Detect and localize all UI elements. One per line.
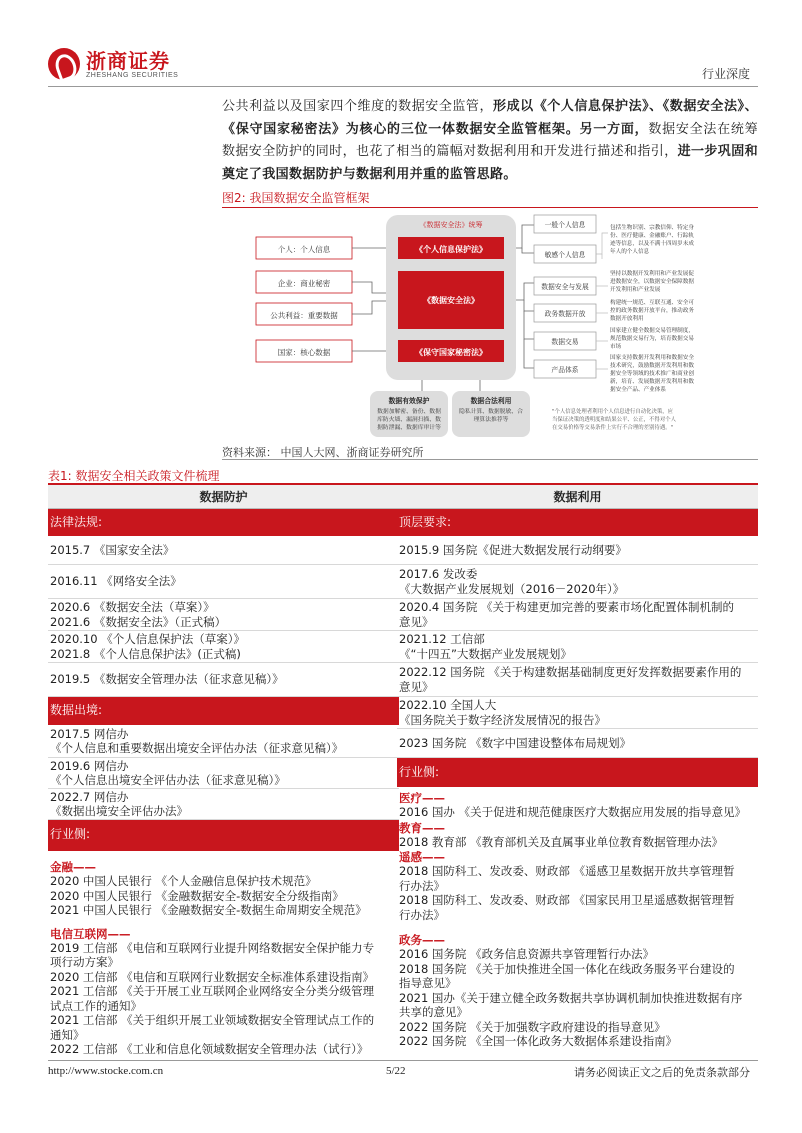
- note-4-line-1: 技术研究，鼓励数据开发利用和数: [610, 363, 694, 369]
- table-row: 2022.12 国务院 《关于构建数据基础制度更好发挥数据要素作用的 意见》: [397, 663, 758, 697]
- group-telecom-title: 电信互联网——: [50, 926, 131, 941]
- bottom-use-line-1: 理算法推荐等: [473, 417, 509, 423]
- list-item: 2021 国办《关于建立健全政务数据共享协调机制加快推进数据有序: [399, 990, 743, 1005]
- page-header: [48, 48, 758, 90]
- page-number: 5/22: [386, 1065, 406, 1077]
- figure-source: 资料来源： 中国人大网、浙商证券研究所: [222, 446, 424, 459]
- bottom-protect-line-1: 库防火墙、漏洞扫描、数: [377, 417, 441, 423]
- list-item: 2021 中国人民银行 《金融数据安全-数据生命周期安全规范》: [50, 903, 367, 917]
- note-4-line-2: 据安全等领域的技术推广和商业创: [610, 371, 694, 377]
- list-item: 指导意见》: [399, 976, 457, 990]
- list-item: 2018 国务院 《关于加快推进全国一体化在线政务服务平台建设的: [399, 961, 735, 976]
- list-item: 共享的意见》: [399, 1005, 468, 1019]
- footnote-line-1: 当保证决策的透明度和结果公平、公正，不得对个人: [552, 417, 676, 423]
- right-section-industry: 行业侧:: [397, 758, 758, 787]
- para-bold-3: 进一步巩固和奠定了我国数据防护与数据利用并重的监管思路。: [222, 144, 759, 182]
- table-row: 2020.6 《数据安全法（草案）》 2021.6 《数据安全法》（正式稿）: [48, 599, 399, 631]
- table-row: 2019.5 《数据安全管理办法（征求意见稿）》: [48, 663, 399, 697]
- list-item: 2020 中国人民银行 《金融数据安全-数据安全分级指南》: [50, 888, 344, 903]
- brand-name-cn: 浙商证券: [86, 48, 170, 73]
- list-item: 2021 工信部 《关于开展工业互联网企业网络安全分类分级管理: [50, 984, 375, 998]
- table-row: 2015.7 《国家安全法》: [48, 536, 399, 565]
- table-row: 2017.5 网信办 《个人信息和重要数据出境安全评估办法（征求意见稿）》: [48, 725, 399, 758]
- note-2-line-2: 数据开放利用: [610, 316, 644, 322]
- table-row: 2016.11 《网络安全法》: [48, 565, 399, 599]
- note-1-line-0: 坚持以数据开发利用和产业发展促: [610, 271, 694, 277]
- table-row: 2022.10 全国人大 《国务院关于数字经济发展情况的报告》: [397, 697, 758, 729]
- list-item: 2022 国务院 《关于加强数字政府建设的指导意见》: [399, 1019, 666, 1034]
- right-mid-4: 数据交易: [551, 338, 579, 346]
- bottom-protect-line-0: 数据加解密、备份、数据: [377, 409, 441, 415]
- table-row: 2022.7 网信办 《数据出境安全评估办法》: [48, 789, 399, 820]
- para-bold-1: 形成以《个人信息保护法》、《数据安全法》、《保守国家秘密法》为核心的三位一体数据安全监管框架。: [222, 99, 758, 137]
- bottom-protect-line-2: 据防泄漏、数据库审计等: [377, 425, 441, 431]
- bottom-protect-title: 数据有效保护: [388, 397, 430, 405]
- note-3-line-1: 规范数据交易行为，培育数据交易: [610, 336, 694, 342]
- table-row: 2019.6 网信办 《个人信息出境安全评估办法（征求意见稿）》: [48, 758, 399, 789]
- list-item: 2020 工信部 《电信和互联网行业数据安全标准体系建设指南》: [50, 969, 375, 984]
- note-0-line-2: 迹等信息，以及不满十四周岁未成: [610, 241, 694, 247]
- note-3-line-0: 国家建立健全数据交易管理制度，: [610, 328, 694, 334]
- list-item: 2018 教育部 《教育部机关及直属事业单位教育数据管理办法》: [399, 834, 724, 849]
- left-column-header: 数据防护: [48, 485, 399, 509]
- right-mid-boxes: [534, 215, 596, 378]
- right-mid-3: 政务数据开放: [544, 310, 586, 318]
- bottom-use-title: 数据合法利用: [470, 397, 512, 405]
- note-3-line-2: 市场: [610, 344, 622, 350]
- para-bold-2: 另一方面，: [579, 121, 649, 137]
- bottom-use-line-0: 隐私计算、数据脱敏、合: [459, 409, 523, 415]
- brand-name-en: ZHESHANG SECURITIES: [86, 71, 179, 79]
- note-1-line-2: 开发利用和产业发展: [610, 287, 661, 293]
- note-4-line-0: 国家支持数据开发利用和数据安全: [610, 355, 694, 361]
- list-item: 2018 国防科工、发改委、财政部 《遥感卫星数据开放共享管理暂: [399, 864, 735, 878]
- group-medical-title: 医疗——: [399, 791, 445, 805]
- figure-title-divider: [222, 207, 758, 208]
- right-section-toplevel: 顶层要求:: [397, 509, 758, 536]
- logo-icon: [48, 48, 80, 80]
- note-2-line-1: 控的政务数据开放平台，推动政务: [610, 308, 694, 314]
- group-government-title: 政务——: [399, 933, 445, 947]
- center-top-label: 《数据安全法》统筹: [419, 221, 483, 229]
- table-left-column: [48, 485, 399, 1057]
- brand-logo: [48, 48, 178, 80]
- list-item: 2020 中国人民银行 《个人金融信息保护技术规范》: [50, 874, 317, 888]
- table-row: 2015.9 国务院《促进大数据发展行动纲要》: [397, 536, 758, 565]
- left-section-laws: 法律法规:: [48, 509, 399, 536]
- right-mid-5: 产品体系: [551, 366, 579, 374]
- table-row: 2023 国务院 《数字中国建设整体布局规划》: [397, 729, 758, 758]
- left-box-3: 国家：核心数据: [277, 348, 331, 357]
- left-box-0: 个人：个人信息: [277, 245, 331, 254]
- table-title: 表1: 数据安全相关政策文件梳理: [48, 469, 220, 483]
- table-row: 2017.6 发改委 《大数据产业发展规划（2016－2020年）》: [397, 565, 758, 599]
- figure-title: 图2: 我国数据安全监管框架: [222, 191, 370, 205]
- group-finance-title: 金融——: [50, 860, 96, 874]
- right-mid-2: 数据安全与发展: [541, 283, 589, 291]
- group-education-title: 教育——: [399, 820, 445, 835]
- center-box-0-label: 《个人信息保护法》: [415, 245, 487, 254]
- list-item: 通知》: [50, 1027, 85, 1042]
- right-notes: [610, 223, 694, 393]
- list-item: 2021 工信部 《关于组织开展工业领域数据安全管理试点工作的: [50, 1013, 375, 1027]
- figure-source-divider: [222, 459, 758, 460]
- note-1-line-1: 进数据安全，以数据安全保障数据: [610, 279, 694, 285]
- note-4-line-3: 新，培育、发展数据开发利用和数: [610, 379, 694, 385]
- list-item: 行办法》: [399, 878, 445, 893]
- diagram-footnote: [552, 407, 677, 431]
- footer-disclaimer: 请务必阅读正文之后的免责条款部分: [574, 1066, 750, 1079]
- list-item: 2019 工信部 《电信和互联网行业提升网络数据安全保护能力专: [50, 940, 375, 955]
- note-4-line-4: 据安全产品、产业体系: [610, 387, 666, 393]
- list-item: 2018 国防科工、发改委、财政部 《国家民用卫星遥感数据管理暂: [399, 893, 735, 907]
- note-0-line-0: 包括生物识别、宗教信仰、特定身: [610, 225, 694, 231]
- list-item: 2022 工信部 《工业和信息化领域数据安全管理办法（试行）》: [50, 1042, 369, 1056]
- body-paragraph: [222, 96, 758, 186]
- list-item: 项行动方案》: [50, 955, 119, 969]
- note-0-line-3: 年人的个人信息: [610, 249, 650, 255]
- data-security-framework-diagram: [252, 213, 732, 438]
- para-text-2: 数据安全法在统筹数据安全防护的同时，也花了相当的篇幅对数据利用和开发进行描述和指引，: [222, 121, 758, 160]
- section-tag: 行业深度: [701, 67, 750, 81]
- list-item: 2016 国办 《关于促进和规范健康医疗大数据应用发展的指导意见》: [399, 805, 747, 819]
- list-item: 试点工作的通知》: [50, 998, 142, 1013]
- list-item: 2016 国务院 《政务信息资源共享管理暂行办法》: [399, 947, 655, 961]
- right-column-header: 数据利用: [397, 485, 758, 509]
- left-boxes: [256, 237, 352, 362]
- table-row: 2020.4 国务院 《关于构建更加完善的要素市场化配置体制机制的 意见》: [397, 599, 758, 631]
- right-mid-0: 一般个人信息: [544, 221, 586, 229]
- table-row: 2021.12 工信部 《“十四五”大数据产业发展规划》: [397, 631, 758, 663]
- left-section-export: 数据出境:: [48, 697, 399, 725]
- list-item: 2022 国务院 《全国一体化政务大数据体系建设指南》: [399, 1034, 678, 1048]
- left-box-2: 公共利益：重要数据: [270, 311, 338, 320]
- footnote-line-0: "个人信息处理者利用个人信息进行自动化决策，应: [552, 409, 674, 415]
- list-item: 行办法》: [399, 907, 445, 922]
- note-2-line-0: 构建统一规范、互联互通、安全可: [610, 300, 694, 306]
- header-divider: [48, 86, 758, 87]
- right-mid-1: 敏感个人信息: [544, 251, 586, 259]
- footer-divider: [48, 1060, 758, 1061]
- left-section-industry: 行业侧:: [48, 820, 399, 851]
- table-row: 2020.10 《个人信息保护法（草案）》 2021.8 《个人信息保护法》(正式稿): [48, 631, 399, 663]
- footer-url-link[interactable]: http://www.stocke.com.cn: [48, 1065, 164, 1077]
- note-0-line-1: 份、医疗健康、金融账户、行踪轨: [610, 233, 694, 239]
- center-box-2-label: 《保守国家秘密法》: [415, 348, 487, 357]
- table-right-column: [397, 485, 758, 1049]
- para-text-1: 公共利益以及国家四个维度的数据安全监管，: [222, 99, 494, 114]
- left-box-1: 企业：商业秘密: [277, 279, 331, 288]
- group-remote-sensing-title: 遥感——: [399, 850, 445, 864]
- page-footer: [48, 1060, 758, 1080]
- center-box-1-label: 《数据安全法》: [423, 296, 479, 305]
- footnote-line-2: 在交易价格等交易条件上实行不合理的差别待遇。": [552, 425, 674, 431]
